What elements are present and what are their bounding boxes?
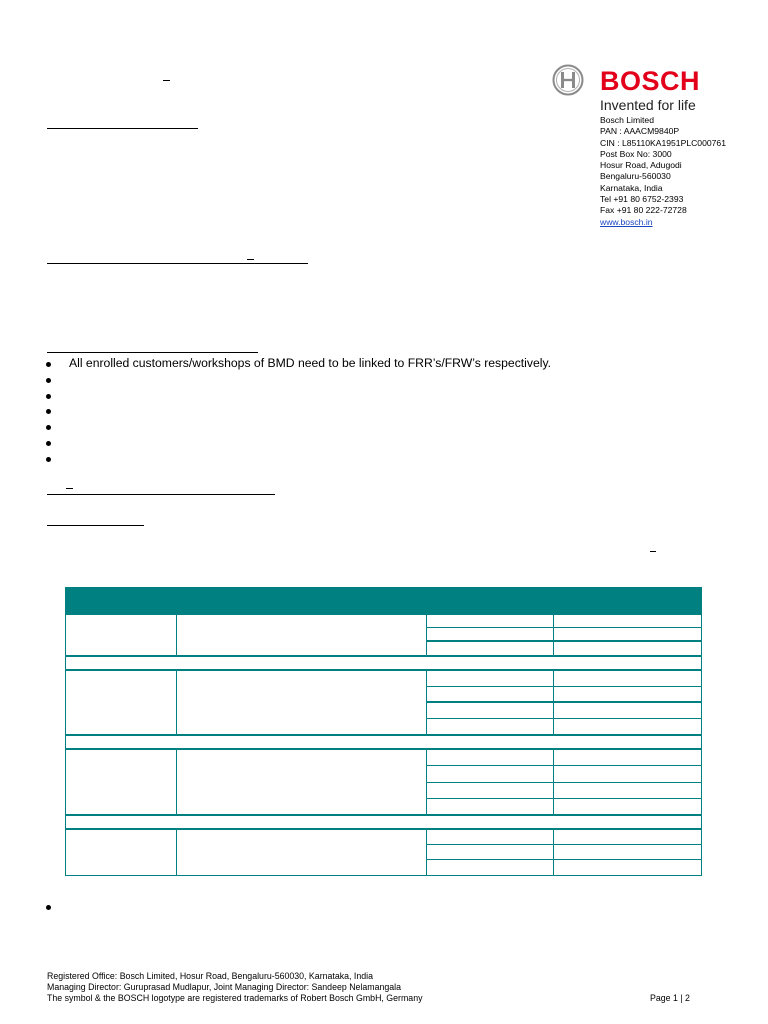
table-separator-row — [66, 655, 701, 669]
table-subcell — [554, 615, 701, 628]
redacted-mark — [247, 259, 254, 260]
table-group — [66, 828, 701, 875]
table-cell — [177, 671, 427, 734]
redacted-mark — [650, 551, 656, 552]
company-line: Hosur Road, Adugodi — [600, 160, 682, 171]
company-line: Bengaluru-560030 — [600, 171, 671, 182]
table-subcell — [554, 845, 701, 860]
table-cell — [554, 830, 701, 875]
table-row — [66, 830, 701, 875]
table-subcell — [554, 703, 701, 719]
company-address-block — [600, 115, 726, 228]
table-cell — [427, 830, 554, 875]
table-subcell — [427, 671, 553, 687]
table-cell — [177, 830, 427, 875]
table-subcell — [427, 845, 553, 860]
bullet-dot — [46, 378, 51, 383]
company-line: Fax +91 80 222-72728 — [600, 205, 687, 216]
table-subcell — [554, 687, 701, 703]
table-subcell — [554, 799, 701, 814]
table-subcell — [554, 628, 701, 642]
table-subcell — [427, 860, 553, 875]
bullet-text: All enrolled customers/workshops of BMD need to be linked to FRR’s/FRW’s respectively. — [69, 356, 552, 370]
table-cell — [554, 750, 701, 814]
heading-underline — [47, 494, 275, 495]
heading-underline — [47, 128, 198, 129]
bullet-dot — [46, 394, 51, 399]
bosch-armature-icon — [552, 64, 584, 96]
table-subcell — [554, 750, 701, 766]
table-subcell — [427, 783, 553, 799]
table-cell — [66, 671, 177, 734]
table-subcell — [554, 642, 701, 655]
table-separator-row — [66, 814, 701, 828]
table-cell — [427, 671, 554, 734]
table-subcell — [427, 615, 553, 628]
table-cell — [554, 671, 701, 734]
footer — [47, 971, 423, 1005]
table-cell — [66, 750, 177, 814]
table-subcell — [554, 671, 701, 687]
brand-tagline: Invented for life — [600, 97, 696, 113]
bullet-dot — [46, 409, 51, 414]
table-subcell — [427, 750, 553, 766]
company-line: PAN : AAACM9840P — [600, 126, 680, 137]
redacted-mark — [163, 80, 170, 81]
company-line: Karnataka, India — [600, 182, 663, 193]
footer-line: Registered Office: Bosch Limited, Hosur Road, Bengaluru-560030, Karnataka, India — [47, 971, 374, 981]
table-subcell — [427, 719, 553, 734]
table-separator-row — [66, 734, 701, 748]
company-line: Post Box No: 3000 — [600, 148, 672, 159]
table-subcell — [427, 687, 553, 703]
table-subcell — [427, 799, 553, 814]
company-line: Tel +91 80 6752-2393 — [600, 194, 684, 205]
bosch-logo — [552, 64, 712, 114]
website-link[interactable]: www.bosch.in — [600, 216, 653, 227]
table-cell — [66, 830, 177, 875]
bullet-dot — [46, 362, 51, 367]
table-group — [66, 613, 701, 655]
page-number: Page 1 | 2 — [650, 993, 690, 1003]
table-subcell — [554, 830, 701, 845]
bullet-dot — [46, 457, 51, 462]
table-row — [66, 750, 701, 814]
table-subcell — [427, 830, 553, 845]
heading-underline — [47, 525, 144, 526]
table-cell — [427, 750, 554, 814]
table-group — [66, 748, 701, 814]
heading-underline — [47, 263, 308, 264]
redacted-mark — [66, 488, 73, 489]
table-subcell — [427, 766, 553, 783]
table-subcell — [554, 860, 701, 875]
footer-line: The symbol & the BOSCH logotype are registered trademarks of Robert Bosch GmbH, Germany — [47, 993, 423, 1004]
data-table — [65, 587, 702, 876]
table-subcell — [554, 719, 701, 734]
table-subcell — [427, 642, 553, 655]
table-cell — [177, 615, 427, 655]
table-cell — [66, 615, 177, 655]
footer-line: Managing Director: Guruprasad Mudlapur, Joint Managing Director: Sandeep Nelamangala — [47, 982, 402, 993]
bullet-dot — [46, 441, 51, 446]
table-cell — [554, 615, 701, 655]
table-group — [66, 669, 701, 734]
table-subcell — [554, 766, 701, 783]
company-line: CIN : L85110KA1951PLC000761 — [600, 137, 726, 148]
bullet-dot — [46, 425, 51, 430]
table-cell — [427, 615, 554, 655]
table-row — [66, 615, 701, 655]
company-line: Bosch Limited — [600, 115, 654, 125]
brand-name: BOSCH — [600, 66, 701, 96]
table-row — [66, 671, 701, 734]
table-cell — [177, 750, 427, 814]
bullet-dot — [46, 905, 51, 910]
table-subcell — [427, 628, 553, 642]
heading-underline — [47, 352, 258, 353]
table-subcell — [554, 783, 701, 799]
table-subcell — [427, 703, 553, 719]
table-header — [66, 588, 701, 613]
list-item — [46, 899, 346, 915]
